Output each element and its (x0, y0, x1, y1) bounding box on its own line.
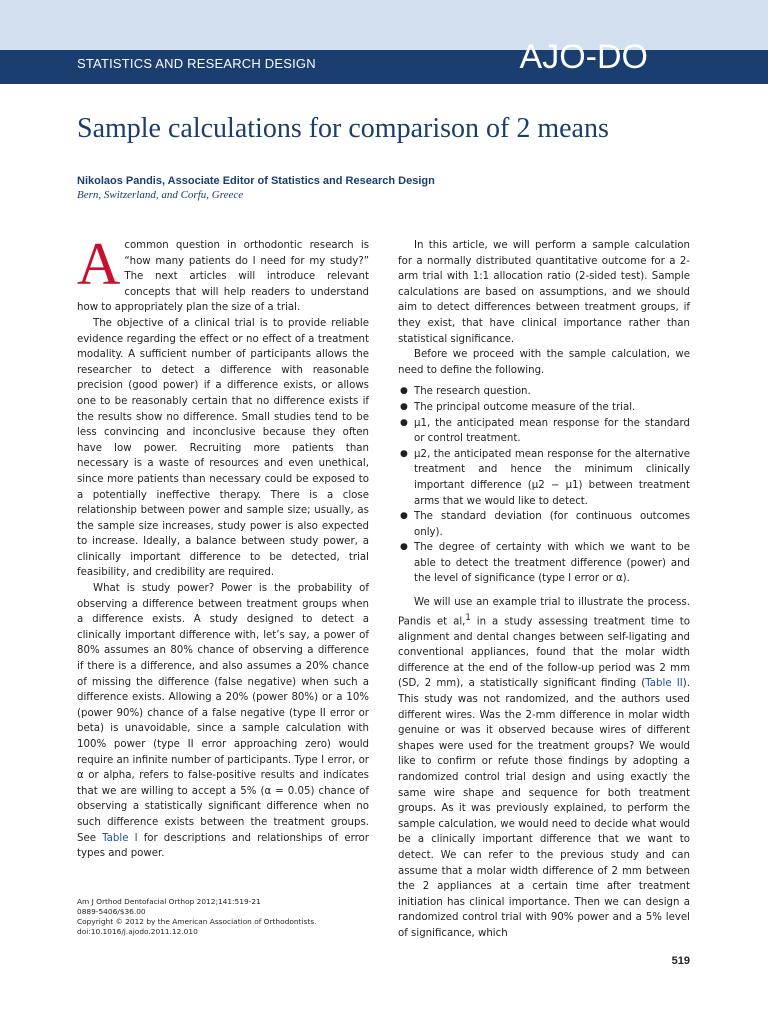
power-text: What is study power? Power is the probability of observing a difference between treatment groups when a difference exists. A study designed to detect a clinically important difference with, let’s say, a power of 80% assumes an 80% chance of observing a difference if there is a difference, and also assumes a 20% chance of missing the difference (false negative) when such a difference exists. Allowing a 20% (power 80%) or a 10% (power 90%) chance of a false negative (type II error or beta) is unavoidable, since a sample calculation with 100% power (type II error approaching zero) would require an infinite number of participants. Type I error, or α or alpha, refers to false-positive results and indicates that we are willing to accept a 5% (α = 0.05) chance of observing a statistically significant difference when no such difference exists between the treatment groups. See (77, 583, 369, 844)
table-2-link[interactable]: Table II (645, 678, 683, 690)
intro-text: common question in orthodontic research is “how many patients do I need for my study?” The next articles will introduce relevant concepts that will help readers to understand how to appropriately plan the size of a trial. (77, 240, 369, 314)
list-item: ● The standard deviation (for continuous outcomes only). (400, 511, 690, 538)
list-item: ● μ1, the anticipated mean response for the standard or control treatment. (400, 417, 690, 445)
citation-footer (77, 897, 357, 937)
article-scope-paragraph: In this article, we will perform a sample calculation for a normally distributed quantitative outcome for a 2-arm trial with 1:1 allocation ratio (2-sided test). Sample calculations are based on assumptions, and we should aim to detect differences between treatment groups, if they exist, that have clinical importance rather than statistical significance. (398, 240, 690, 345)
intro-paragraph (77, 231, 369, 316)
power-text-end: for descriptions and relationships of error types and power. (77, 832, 369, 860)
example-paragraph: We will use an example trial to illustrate the process. Pandis et al,$^1$ in a study assessing treatment time to alignment and dental changes between self-ligating and conventional appliances, found that the molar width difference at the end of the follow-up period was 2 mm (SD, 2 mm), a statistically significant finding (Table II). This study was not randomized, and the authors used different wires. Was the 2-mm difference in molar width genuine or was it observed because wires of different shapes were used for the treatment groups? We would like to confirm or refute those findings by adopting a randomized control trial design and using exactly the same wire shape and sequence for both treatment groups. As it was previously explained, to perform the sample calculation, we would need to decide what would be a clinically important difference that we want to detect. We can refer to the previous study and can assume that a molar width difference of 2 mm between the 2 appliances at a certain time after treatment initiation has clinical importance. Then we can design a randomized control trial with 90% power and a 5% level of significance, which (398, 597, 690, 939)
author-line: Nikolaos Pandis, Associate Editor of Statistics and Research Design (77, 175, 435, 187)
list-item: ● The principal outcome measure of the trial. (398, 400, 690, 416)
bullet-icon: ● (400, 401, 408, 412)
list-item: ● μ2, the anticipated mean response for the alternative treatment and hence the minimum clinically important difference (μ2 − μ1) between treatment arms that we would like to detect. (400, 448, 690, 507)
copyright-line: Copyright © 2012 by the American Association of Orthodontists. (77, 917, 317, 926)
list-item: ● The research question. (398, 384, 690, 400)
bullet-icon: ● (400, 542, 408, 553)
list-item: ● The degree of certainty with which we want to be able to detect the treatment difference (power) and the level of significance (type I error or α). (400, 542, 690, 585)
bullet-icon: ● (400, 417, 408, 428)
table-1-link[interactable]: Table I (102, 832, 138, 844)
issn-line: 0889-5406/$36.00 (77, 907, 146, 916)
power-paragraph (77, 581, 369, 862)
header-banner (0, 38, 768, 84)
reference-1[interactable]: 1 (465, 612, 471, 623)
definitions-intro-paragraph: Before we proceed with the sample calculation, we need to define the following. (398, 349, 690, 376)
header-top-band (0, 0, 768, 50)
left-column (77, 231, 369, 862)
section-label: STATISTICS AND RESEARCH DESIGN (77, 56, 316, 71)
journal-logo: AJO-DO (519, 38, 648, 76)
page-number: 519 (671, 955, 690, 967)
bullet-icon: ● (400, 511, 408, 522)
affiliation-line: Bern, Switzerland, and Corfu, Greece (77, 189, 244, 201)
definitions-list (398, 384, 690, 587)
objective-paragraph: The objective of a clinical trial is to provide reliable evidence regarding the effect or no effect of a treatment modality. A sufficient number of participants allows the researcher to detect a difference with reasonable precision (good power) if a difference exists, or allows one to be reasonably certain that no difference exists if the results show no difference. Small studies tend to be less convincing and inconclusive because they often have low power. Recruiting more patients than necessary is a waste of resources and even unethical, since more patients than necessary could be exposed to a potentially ineffective therapy. There is a close relationship between power and sample size; usually, as the sample size increases, study power is also expected to increase. Ideally, a balance between study power, a clinically important difference to be detected, trial feasibility, and credibility are required. (77, 317, 369, 579)
citation-line: Am J Orthod Dentofacial Orthop 2012;141:519-21 (77, 897, 261, 906)
drop-cap: A (77, 231, 121, 297)
doi-line: doi:10.1016/j.ajodo.2011.12.010 (77, 927, 198, 936)
article-title: Sample calculations for comparison of 2 means (77, 113, 609, 144)
right-column (398, 238, 690, 942)
bullet-icon: ● (400, 448, 408, 459)
bullet-icon: ● (400, 386, 408, 397)
